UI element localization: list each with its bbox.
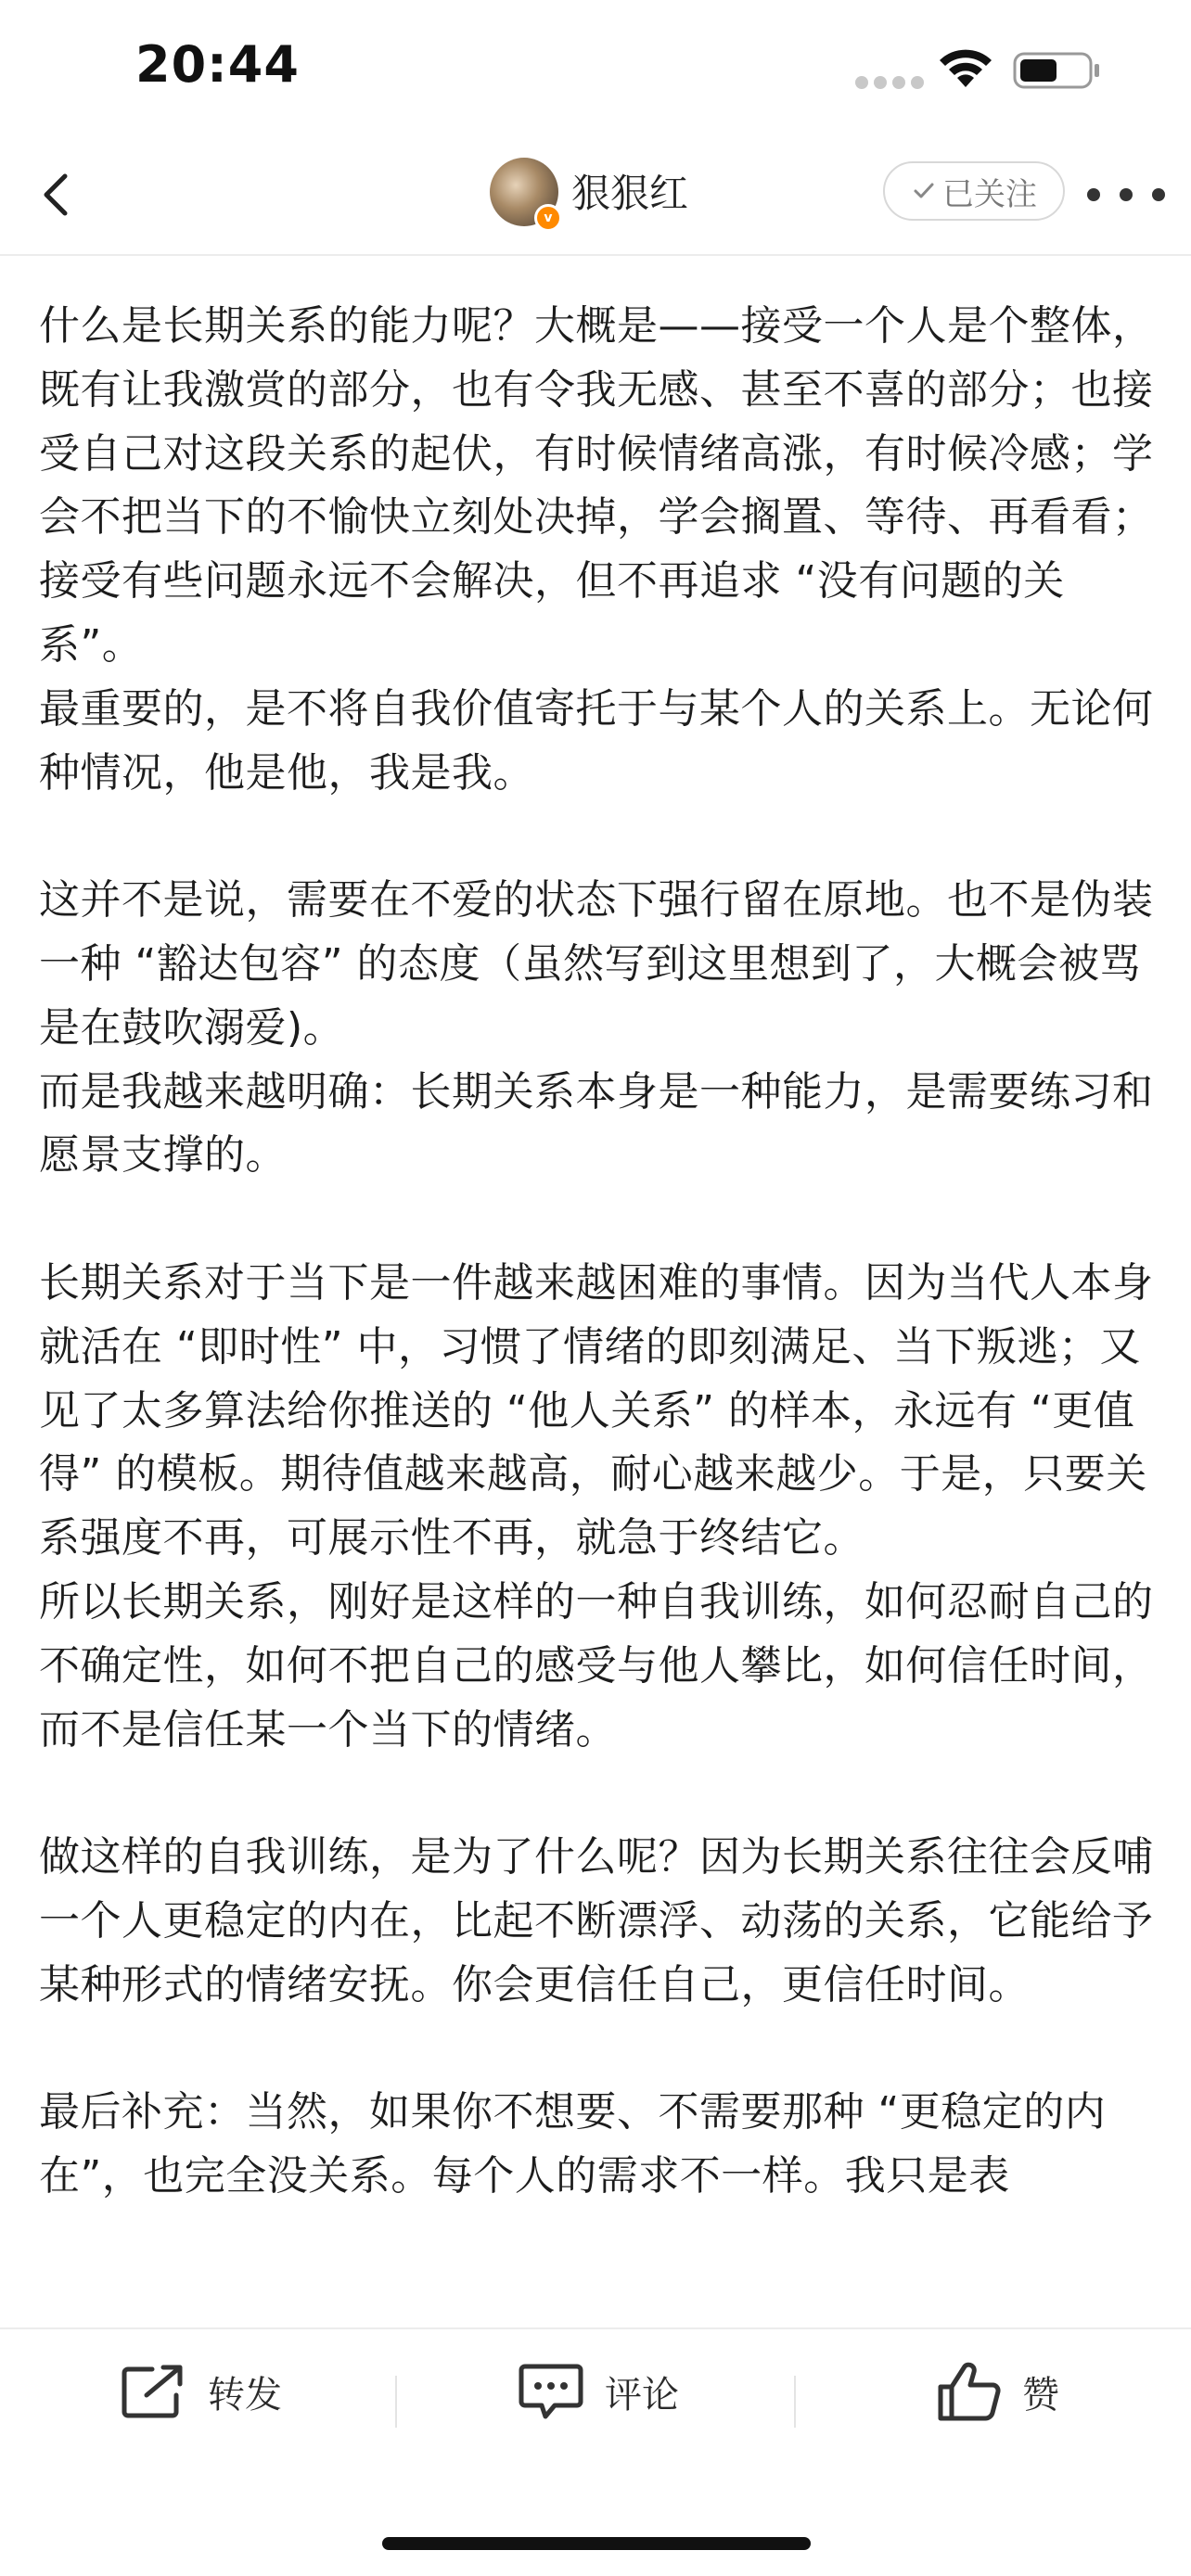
status-bar	[0, 0, 1191, 139]
more-dot-icon	[1120, 188, 1133, 201]
like-button[interactable]	[937, 2355, 1059, 2428]
follow-label: 已关注	[942, 175, 1037, 213]
status-time: 20:44	[135, 35, 300, 94]
cellular-signal-icon	[855, 76, 926, 89]
comment-icon	[518, 2363, 584, 2420]
article-paragraph: 长期关系对于当下是一件越来越困难的事情。因为当代人本身就活在 “即时性” 中，习惯了情绪的即刻满足、当下叛逃；又见了太多算法给你推送的 “他人关系” 的样本，永远有 “更值得” 的模板。期待值越来越高，耐心越来越少。于是，只要关系强度不再，可展示性不再，就急于终结它。	[39, 1258, 1154, 1562]
article-paragraph: 什么是长期关系的能力呢？大概是——接受一个人是个整体，既有让我激赏的部分，也有令我无感、甚至不喜的部分；也接受自己对这段关系的起伏，有时候情绪高涨，有时候冷感；学会不把当下的不愉快立刻处决掉，学会搁置、等待、再看看；接受有些问题永远不会解决，但不再追求 “没有问题的关系”。	[39, 302, 1154, 669]
paragraph-gap	[39, 2018, 1158, 2082]
home-indicator[interactable]	[382, 2537, 811, 2550]
more-options-button[interactable]	[1087, 176, 1165, 213]
follow-button[interactable]	[883, 161, 1065, 221]
article-paragraph: 所以长期关系，刚好是这样的一种自我训练，如何忍耐自己的不确定性，如何不把自己的感受与他人攀比，如何信任时间，而不是信任某一个当下的情绪。	[39, 1577, 1154, 1753]
wifi-icon	[937, 46, 994, 89]
share-button[interactable]	[121, 2355, 282, 2428]
action-divider	[395, 2376, 397, 2428]
comment-label: 评论	[605, 2373, 679, 2417]
article-body	[39, 295, 1158, 2328]
more-dot-icon	[1152, 188, 1165, 201]
check-icon	[911, 178, 937, 204]
paragraph-gap	[39, 1762, 1158, 1826]
article-paragraph: 做这样的自我训练，是为了什么呢？因为长期关系往往会反哺一个人更稳定的内在，比起不断漂浮、动荡的关系，它能给予某种形式的情绪安抚。你会更信任自己，更信任时间。	[39, 1833, 1154, 2009]
action-bar	[0, 2327, 1191, 2487]
article-paragraph: 最后补充：当然，如果你不想要、不需要那种 “更稳定的内在”，也完全没关系。每个人的需求不一样。我只是表	[39, 2088, 1107, 2200]
comment-button[interactable]	[518, 2355, 679, 2428]
article-paragraph: 最重要的，是不将自我价值寄托于与某个人的关系上。无论何种情况，他是他，我是我。	[39, 684, 1154, 797]
battery-icon	[1013, 52, 1102, 89]
share-label: 转发	[208, 2373, 282, 2417]
username[interactable]: 狠狠红	[571, 171, 689, 216]
action-divider	[794, 2376, 796, 2428]
article-paragraph: 而是我越来越明确：长期关系本身是一种能力，是需要练习和愿景支撑的。	[39, 1067, 1154, 1180]
share-icon	[121, 2364, 187, 2419]
article-paragraph: 这并不是说，需要在不爱的状态下强行留在原地。也不是伪装一种 “豁达包容” 的态度（虽然写到这里想到了，大概会被骂是在鼓吹溺爱)。	[39, 876, 1154, 1052]
nav-bar	[0, 139, 1191, 256]
paragraph-gap	[39, 805, 1158, 869]
more-dot-icon	[1087, 188, 1100, 201]
verified-badge-icon: v	[534, 204, 562, 232]
paragraph-gap	[39, 1188, 1158, 1252]
thumbs-up-icon	[937, 2361, 1002, 2422]
like-label: 赞	[1022, 2373, 1059, 2417]
back-button[interactable]	[20, 158, 95, 232]
